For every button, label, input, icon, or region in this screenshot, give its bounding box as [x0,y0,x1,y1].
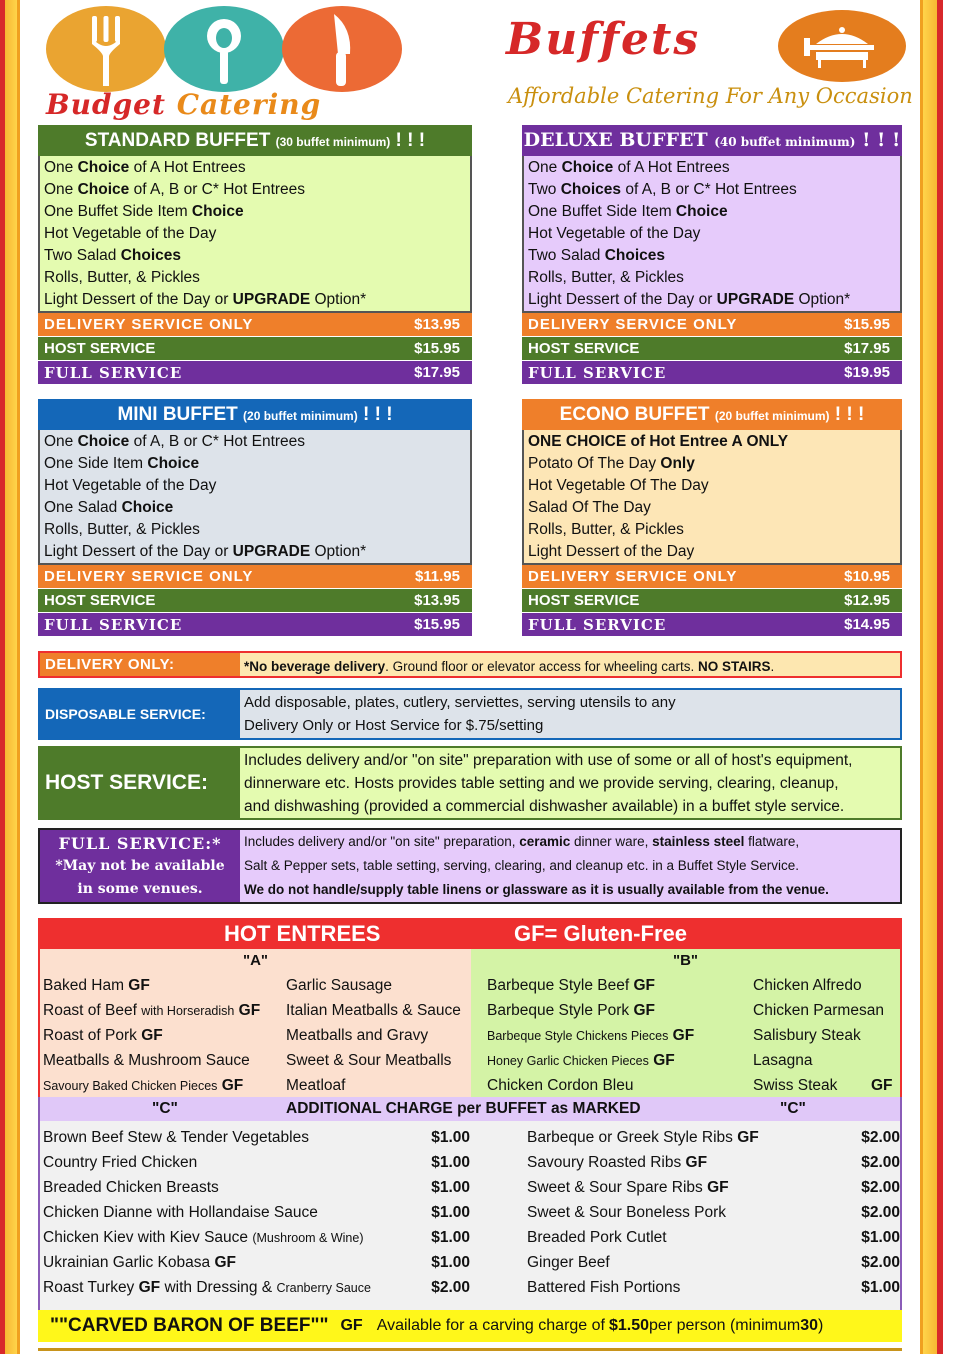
feature-text: Choice [561,159,614,176]
full-price: $14.95 [844,616,890,633]
c-entree-price: $1.00 [431,1254,470,1271]
feature-text: Choice [77,181,130,198]
host-service-label: HOST SERVICE: [40,748,240,818]
buffet-feature-line [528,453,896,475]
buffet-feature-line [528,157,896,179]
host-rate-row [522,337,902,361]
c-entree-item [43,1129,309,1147]
host-label: HOST SERVICE [44,340,156,357]
feature-text: Hot Vegetable of the Day [528,225,701,242]
no-beverage-note: *No beverage delivery [244,659,386,674]
buffet-feature-line [44,245,466,267]
c-entree-item [527,1129,759,1147]
entree-item: Chicken Alfredo [753,977,862,994]
feature-text: of A, B or C* Hot Entrees [621,181,797,198]
host-line-2: dinnerware etc. Hosts provides table setting and we provide serving, clearing, cleanup, [244,774,839,792]
entree-item [487,977,655,995]
c-entree-item [527,1204,726,1222]
entree-item: Salisbury Steak [753,1027,861,1044]
buffet-feature-line [528,519,896,541]
full-service-info [38,828,902,904]
baron-price: $1.50 [608,1317,650,1334]
gluten-free-tag: GF [707,1179,729,1196]
buffet-feature-line [44,289,466,311]
feature-text: Rolls, Butter, & Pickles [528,269,684,286]
buffet-feature-line [44,201,466,223]
full-label: FULL SERVICE [44,616,183,634]
host-price: $15.95 [414,340,460,357]
buffet-feature-line [44,475,466,497]
column-c-label-left: "C" [152,1100,178,1117]
buffet-name: ECONO BUFFET [559,404,710,425]
buffet-name: MINI BUFFET [117,404,238,425]
entree-item: Garlic Sausage [286,977,392,994]
feature-text: One Buffet Side Item [44,203,192,220]
entree-columns-header [38,949,902,973]
column-c-label-right: "C" [780,1100,806,1117]
entree-name: Barbeque Style Beef [487,977,630,994]
mini-buffet-header [38,399,472,430]
feature-text: Two Salad [44,247,121,264]
feature-text: One [44,159,78,176]
gluten-free-tag: GF [221,1077,244,1094]
feature-text: Choice [121,499,174,516]
deluxe-buffet-items [522,156,902,313]
column-c-title: ADDITIONAL CHARGE per BUFFET as MARKED [286,1100,641,1117]
feature-text: of A, B or C* Hot Entrees [129,433,306,450]
c-entree-price: $1.00 [861,1229,900,1246]
buffet-feature-line [528,223,896,245]
buffet-feature-line [44,157,466,179]
c-entree-name: Chicken Dianne with Hollandaise Sauce [43,1204,318,1221]
feature-text: Hot Vegetable of the Day [44,477,217,494]
full-rate-row [522,613,902,637]
entree-item: Sweet & Sour Meatballs [286,1052,452,1069]
delivery-rate-row [38,313,472,337]
entree-note: Savoury Baked Chicken Pieces [43,1079,218,1093]
carved-baron-banner [38,1310,902,1342]
buffet-feature-line [528,267,896,289]
full-line-1 [244,830,896,854]
delivery-rate-row [522,565,902,589]
feature-text: ONE CHOICE of Hot Entree A ONLY [528,433,789,450]
c-entree-item [527,1179,729,1197]
buffet-name: STANDARD BUFFET [84,130,271,151]
buffet-feature-line [44,267,466,289]
no-stairs-note: NO STAIRS [697,659,771,674]
gluten-free-tag: GF [633,977,656,994]
gluten-free-tag: GF [128,977,150,994]
feature-text: Choice [191,203,244,220]
gluten-free-tag: GF [238,1002,261,1019]
c-entree-price: $2.00 [861,1254,900,1271]
bottom-rule [38,1348,902,1351]
right-yellow-stripe [923,0,937,1354]
feature-text: of A Hot Entrees [613,159,730,176]
full-service-caveat-1: *May not be available [55,857,225,874]
host-price: $13.95 [414,592,460,609]
c-entree-item [43,1204,318,1222]
econo-buffet-items [522,430,902,565]
entree-note: Barbeque Style Chickens Pieces [487,1029,669,1043]
brand-word-budget: Budget [46,88,166,121]
c-entree-name: Barbeque or Greek Style Ribs [527,1129,733,1146]
feature-text: Option* [310,291,367,308]
feature-text: One Side Item [44,455,148,472]
stainless-note: stainless steel [652,834,745,849]
buffet-minimum: (20 buffet minimum) [714,409,830,423]
standard-buffet-card [38,125,472,385]
buffet-feature-line [528,431,896,453]
left-yellow-stripe [5,0,17,1354]
host-label: HOST SERVICE [528,592,640,609]
host-rate-row [38,337,472,361]
feature-text: Potato Of The Day [528,455,661,472]
feature-text: Only [660,455,695,472]
entree-item: Meatloaf [286,1077,346,1094]
feature-text: Rolls, Butter, & Pickles [44,269,200,286]
buffet-feature-line [528,541,896,563]
baron-title: ""CARVED BARON OF BEEF"" [50,1315,329,1336]
feature-text: Light Dessert of the Day or [44,291,233,308]
host-line-3: and dishwashing (provided a commercial dishwasher available) in a buffet style service. [244,797,845,815]
econo-buffet-header [522,399,902,430]
c-entree-name: Battered Fish Portions [527,1279,681,1296]
buffet-exclaim: ! ! ! [363,404,393,425]
gluten-free-tag: GF [737,1129,759,1146]
c-entree-name: Sweet & Sour Boneless Pork [527,1204,727,1221]
fork-icon [90,16,122,86]
delivery-rate-row [522,313,902,337]
entree-item [487,1077,633,1095]
disposable-line-2: Delivery Only or Host Service for $.75/setting [244,717,544,734]
c-entree-name: Ginger Beef [527,1254,610,1271]
c-entree-item [527,1229,667,1247]
feature-text: Choices [560,181,622,198]
column-a-label: "A" [38,949,471,973]
ceramic-note: ceramic [519,834,571,849]
c-entree-name: Ukrainian Garlic Kobasa [43,1254,211,1271]
delivery-label: DELIVERY SERVICE ONLY [44,568,254,585]
left-orange-stripe [17,0,20,1354]
feature-text: Two [528,181,561,198]
entree-item: Swiss Steak [753,1077,838,1094]
entree-item [43,1002,260,1020]
entree-note: Honey Garlic Chicken Pieces [487,1054,649,1068]
c-entree-price: $1.00 [431,1229,470,1246]
econo-buffet-card [522,399,902,637]
entree-item [43,1052,250,1070]
c-entree-price: $2.00 [861,1129,900,1146]
mini-buffet-items [38,430,472,565]
full-line-1e: flatware, [744,834,800,849]
feature-text: UPGRADE [232,291,311,308]
delivery-access-note: . Ground floor or elevator access for wheeling carts. [385,659,698,674]
host-rate-row [38,589,472,613]
full-rate-row [522,361,902,385]
gluten-free-tag: GF [138,1279,161,1296]
entree-name: Baked Ham [43,977,124,994]
buffet-feature-line [528,201,896,223]
full-service-caveat-2: in some venues. [77,880,203,897]
gluten-free-tag: GF [214,1254,236,1271]
feature-text: Option* [310,543,367,560]
c-entree-name: Sweet & Sour Spare Ribs [527,1179,703,1196]
entree-item [487,1052,675,1070]
full-line-1c: dinner ware, [570,834,653,849]
c-entree-after: with Dressing & [164,1279,273,1296]
buffet-exclaim: ! ! ! [395,130,426,151]
host-price: $12.95 [844,592,890,609]
full-label: FULL SERVICE [44,364,183,382]
full-label: FULL SERVICE [528,364,667,382]
full-price: $17.95 [414,364,460,381]
entree-item [43,977,150,995]
gluten-free-tag: GF [141,1027,163,1044]
delivery-rate-row [38,565,472,589]
entree-item [43,1027,163,1045]
gluten-free-tag: GF [672,1027,695,1044]
buffet-feature-line [528,497,896,519]
c-entree-item [43,1279,371,1297]
full-line-1a: Includes delivery and/or "on site" preparation, [244,834,520,849]
entree-ab-grid [38,973,902,1097]
delivery-label: DELIVERY SERVICE ONLY [44,316,254,333]
c-entree-price: $1.00 [431,1154,470,1171]
delivery-price: $11.95 [414,568,460,585]
deluxe-buffet-card [522,125,902,385]
full-service-title: FULL SERVICE:* [58,833,222,853]
host-service-text [240,748,900,818]
c-entree-note: (Mushroom & Wine) [252,1231,364,1245]
feature-text: Rolls, Butter, & Pickles [528,521,684,538]
hot-entrees-section [38,918,902,1321]
disposable-service-info [38,688,902,740]
host-service-info [38,746,902,820]
host-price: $17.95 [844,340,890,357]
c-entree-name: Roast Turkey [43,1279,135,1296]
host-label: HOST SERVICE [528,340,640,357]
full-service-text [240,830,900,902]
buffet-minimum: (40 buffet minimum) [714,135,856,149]
budget-catering-logo [46,6,406,92]
knife-icon [330,14,352,86]
feature-text: One [44,181,78,198]
c-entree-price: $2.00 [431,1279,470,1296]
entree-item: Meatballs and Gravy [286,1027,429,1044]
feature-text: Hot Vegetable of the Day [44,225,217,242]
brand-word-catering: Catering [176,88,322,121]
chafing-dish-icon [802,24,882,68]
entree-item [43,1077,243,1095]
spoon-icon [204,18,244,84]
buffet-feature-line [44,453,466,475]
feature-text: Light Dessert of the Day [528,543,695,560]
c-entree-item [527,1154,707,1172]
hot-entrees-header [38,918,902,949]
c-entree-item [527,1279,680,1297]
entree-note: with Horseradish [141,1004,235,1018]
buffet-name: DELUXE BUFFET [523,129,708,151]
column-b-label: "B" [471,949,902,973]
feature-text: One Buffet Side Item [528,203,676,220]
full-line-3: We do not handle/supply table linens or glassware as it is usually available from the venue. [244,882,829,897]
c-entree-name: Brown Beef Stew & Tender Vegetables [43,1129,309,1146]
c-entree-name: Breaded Chicken Breasts [43,1179,219,1196]
c-entree-price: $1.00 [431,1129,470,1146]
feature-text: Hot Vegetable Of The Day [528,477,709,494]
mini-buffet-card [38,399,472,637]
delivery-only-info [38,651,902,678]
host-line-1: Includes delivery and/or "on site" preparation with use of some or all of host's equipment, [244,751,853,769]
feature-text: Choice [77,159,130,176]
buffet-minimum: (20 buffet minimum) [243,409,358,423]
c-entree-price: $2.00 [861,1154,900,1171]
feature-text: Light Dessert of the Day or [44,543,233,560]
column-c-header [38,1097,902,1121]
chafing-dish-badge [778,10,906,82]
full-service-label [40,830,240,902]
buffet-feature-line [528,179,896,201]
feature-text: Salad Of The Day [528,499,651,516]
feature-text: of A, B or C* Hot Entrees [129,181,306,198]
buffet-feature-line [44,519,466,541]
standard-buffet-items [38,156,472,313]
feature-text: of A Hot Entrees [129,159,246,176]
delivery-note-end: . [770,659,775,674]
entree-name: Roast of Pork [43,1027,137,1044]
feature-text: Choice [675,203,728,220]
disposable-service-text [240,690,900,738]
disposable-service-label: DISPOSABLE SERVICE: [40,690,240,738]
full-line-2: Salt & Pepper sets, table setting, serving, clearing, and cleanup etc. in a Buffet Style Service. [244,858,800,873]
feature-text: Choices [604,247,665,264]
feature-text: Rolls, Butter, & Pickles [44,521,200,538]
full-price: $19.95 [844,364,890,381]
entree-item: Lasagna [753,1052,813,1069]
feature-text: Light Dessert of the Day or [528,291,717,308]
full-rate-row [38,613,472,637]
c-entree-price: $2.00 [861,1179,900,1196]
buffet-exclaim: ! ! ! [834,404,865,425]
entree-name: Roast of Beef [43,1002,137,1019]
delivery-price: $15.95 [844,316,890,333]
host-rate-row [522,589,902,613]
buffet-minimum: (30 buffet minimum) [275,135,391,149]
gluten-free-tag: GF [685,1154,708,1171]
c-entree-price: $1.00 [431,1179,470,1196]
entree-column-b [471,973,902,1097]
c-entree-price: $1.00 [861,1279,900,1296]
feature-text: Choice [77,433,130,450]
entree-name: Barbeque Style Pork [487,1002,630,1019]
gluten-free-tag: GF [633,1002,656,1019]
page-title: Buffets [506,14,701,65]
entree-item [487,1027,694,1045]
entree-column-c [38,1121,902,1321]
full-price: $15.95 [414,616,460,633]
buffet-feature-line [44,179,466,201]
delivery-label: DELIVERY SERVICE ONLY [528,568,738,585]
feature-text: One [528,159,562,176]
feature-text: Choice [147,455,200,472]
c-entree-price: $2.00 [861,1204,900,1221]
buffet-feature-line [44,497,466,519]
c-entree-name: Chicken Kiev with Kiev Sauce [43,1229,249,1246]
feature-text: One Salad [44,499,122,516]
delivery-price: $10.95 [844,568,890,585]
gluten-free-legend: GF= Gluten-Free [514,921,687,946]
gluten-free-tag: GF [653,1052,675,1069]
entree-column-a [38,973,471,1097]
entree-name: Meatballs & Mushroom Sauce [43,1052,250,1069]
entree-item: Chicken Parmesan [753,1002,884,1019]
right-red-stripe [937,0,943,1354]
c-entree-note: Cranberry Sauce [276,1281,371,1295]
baron-text-2: per person (minimum [649,1317,801,1334]
buffet-exclaim: ! ! ! [862,129,901,151]
delivery-price: $13.95 [414,316,460,333]
buffet-feature-line [528,475,896,497]
swiss-steak-gf-tag: GF [871,1077,893,1094]
feature-text: One [44,433,78,450]
buffet-feature-line [44,541,466,563]
c-entree-item [527,1254,610,1272]
buffet-feature-line [44,431,466,453]
baron-minimum: 30 [800,1317,818,1334]
host-label: HOST SERVICE [44,592,156,609]
feature-text: Option* [794,291,851,308]
delivery-only-text [240,653,900,676]
feature-text: Choices [120,247,181,264]
full-label: FULL SERVICE [528,616,667,634]
brand-name [46,88,426,121]
standard-buffet-header [38,125,472,156]
feature-text: UPGRADE [232,543,311,560]
c-entree-item [43,1229,364,1247]
entree-item: Italian Meatballs & Sauce [286,1002,461,1019]
full-rate-row [38,361,472,385]
c-entree-item [43,1179,219,1197]
buffet-feature-line [528,245,896,267]
c-entree-name: Breaded Pork Cutlet [527,1229,667,1246]
deluxe-buffet-header [522,125,902,156]
c-entree-item [43,1254,236,1272]
c-entree-price: $1.00 [431,1204,470,1221]
baron-gf: GF [340,1317,363,1334]
feature-text: Two Salad [528,247,605,264]
baron-text-3: ) [817,1317,824,1334]
hot-entrees-title: HOT ENTREES [224,921,381,946]
buffet-feature-line [528,289,896,311]
c-entree-item [43,1154,197,1172]
baron-text-1: Available for a carving charge of [376,1317,605,1334]
feature-text: UPGRADE [716,291,795,308]
c-entree-name: Country Fried Chicken [43,1154,198,1171]
tagline: Affordable Catering For Any Occasion [508,84,913,108]
entree-item [487,1002,655,1020]
disposable-line-1: Add disposable, plates, cutlery, serviettes, serving utensils to any [244,694,676,711]
delivery-label: DELIVERY SERVICE ONLY [528,316,738,333]
buffet-feature-line [44,223,466,245]
delivery-only-label: DELIVERY ONLY: [40,653,240,676]
entree-name: Chicken Cordon Bleu [487,1077,634,1094]
c-entree-name: Savoury Roasted Ribs [527,1154,682,1171]
